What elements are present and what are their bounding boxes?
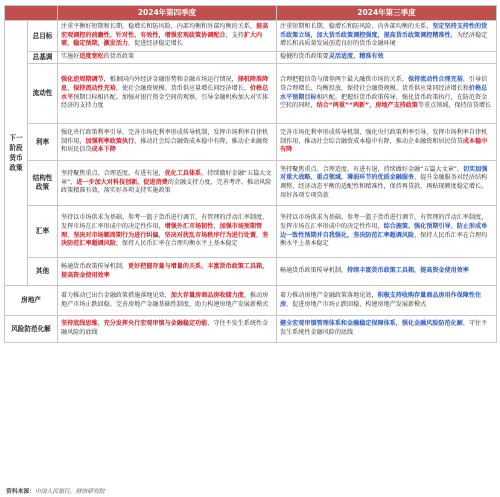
q3-cell: [277, 21, 497, 52]
category-label: 结构性政策: [28, 161, 58, 206]
highlight-text: 强化逆周期调节: [61, 76, 104, 84]
highlight-text: 适度宽松: [79, 53, 104, 61]
highlight-text: 坚决对市场顺周期行为进行纠偏: [73, 231, 159, 239]
highlight-text: 价格总水平: [61, 84, 269, 101]
body-text: ，提升金融服务对经济结构调整、经济动态平衡的适配性和精准性，保持再贷款、再贴现额度稳定增长，用好各项专项贷款: [280, 174, 488, 199]
body-text: ，守住不发生系统性金融风险的底线: [280, 320, 488, 336]
body-text: 完善市场化利率形成传导机制，强化央行政策利率引导，发挥市场利率自律机制作用，推动社会综合融资成本稳中有降，推动企业融资和居民信贷: [280, 129, 488, 145]
body-text: ，保持人民币汇率在合理均衡水平上基本稳定: [115, 240, 238, 248]
q4-cell: [58, 52, 277, 64]
header-q3: 2024年第三季度: [277, 6, 497, 21]
highlight-text: 加大存量房商品房收储力度: [170, 291, 244, 299]
category-label: 房地产: [5, 286, 58, 316]
q3-cell: [277, 258, 497, 286]
table-row: [5, 64, 497, 124]
q3-cell: [277, 316, 497, 343]
highlight-text: 优化工具体系: [164, 170, 202, 178]
q3-cell: [277, 286, 497, 316]
table-row: [5, 52, 497, 64]
q3-cell: [277, 206, 497, 258]
table-row: [5, 161, 497, 206]
highlight-text: 充分发挥央行宏观审慎与金融稳定功能: [103, 320, 208, 328]
highlight-text: 灵活适度、精准有效: [328, 53, 384, 61]
q4-cell: [58, 286, 277, 316]
highlight-text: 成本下降: [91, 146, 116, 154]
body-text: 坚持聚焦重点、合理适度、有进有退，持续做好金融“五篇大文章”，: [280, 165, 464, 173]
highlight-text: 保持流动性合理充裕: [407, 76, 463, 84]
body-text: ，支持: [225, 31, 244, 39]
highlight-text: 加强利率政策执行: [85, 137, 135, 145]
body-text: 相匹配。把握好货币政策传导，强化货币政策执行，在防范资金空转的同时，: [280, 93, 488, 110]
table-row: [5, 286, 497, 316]
highlight-text: 综合施策、强化预期引导、防止形成单边一致性预期并自我强化，坚决防范汇率超调风险: [280, 222, 488, 239]
body-text: ，推动社会综合融资成本稳中有降，推动企业融资和居民信贷: [61, 137, 269, 154]
highlight-text: 价格总水平预期目标: [280, 84, 488, 101]
body-text: 畅通货币政策传导机制，: [61, 262, 129, 270]
header-row: [5, 6, 497, 21]
body-text: ，保持人民币汇率在合理均衡水平上基本稳定: [280, 231, 488, 248]
category-label: 风险防范化解: [5, 316, 58, 343]
q4-cell: [58, 316, 277, 343]
body-text: 等重点领域，保持信贷增长: [417, 102, 492, 110]
body-text: ，守住不发生系统性金融风险的底线: [61, 320, 269, 336]
body-text: ，根据国内外经济金融形势和金融市场运行情况，: [103, 76, 238, 84]
category-label: 总目标: [28, 21, 58, 52]
table-row: [5, 258, 497, 286]
highlight-text: 坚决防范汇率超调风险: [61, 231, 269, 248]
highlight-text: 坚决对扰乱市场秩序行为进行处置: [164, 231, 256, 239]
table-row: [5, 21, 497, 52]
highlight-text: 择机降准降息: [61, 76, 269, 92]
q4-cell: [58, 64, 277, 124]
highlight-text: 提高宏观调控的前瞻性、针对性、有效性，增强宏观政策协调配合: [61, 23, 269, 39]
body-text: 坚持以市场供求为基础、参考一篮子货币进行调节、有管理的浮动汇率制度，发挥市场在汇率形成中的决定性作用，: [61, 214, 269, 230]
body-text: 实施好: [61, 53, 80, 61]
category-label: 其他: [28, 258, 58, 286]
body-text: ，使社会融资规模、货币供应量增长同经济增长、: [115, 84, 250, 92]
body-text: ，: [67, 84, 74, 92]
highlight-text: 成本稳中有降: [280, 137, 488, 154]
highlight-text: 健全宏观审慎管理体系和金融稳定保障体系，强化金融风险防范化解: [280, 320, 463, 328]
body-text: 着力推动房地产金融政策落地见效，: [280, 291, 378, 299]
highlight-text: 更好把握存量与增量的关系，丰富货币政策工具箱，提高资金使用效率: [61, 262, 269, 279]
body-text: 着力推动已出台金融政策措施落地见效，: [61, 291, 171, 299]
source-label: 资料来源：: [6, 489, 35, 495]
body-text: 的货币政策: [103, 53, 135, 61]
q3-cell: [277, 64, 497, 124]
highlight-text: 结合“两重”“两新”，房地产支持政策: [316, 102, 418, 110]
q4-cell: [58, 258, 277, 286]
body-text: 稳健的货币政策要: [280, 53, 329, 61]
highlight-text: 扩大内需，稳定预期，激发活力: [61, 31, 263, 48]
body-text: ，: [158, 231, 165, 239]
header-q4: 2024年第四季度: [58, 6, 277, 21]
body-text: 注重短期和长期、稳增长和防风险、内外部均衡的关系，: [280, 23, 433, 31]
q4-cell: [58, 21, 277, 52]
body-text: ，: [67, 231, 74, 239]
body-text: ，持续做好金融“五篇大文章”，: [61, 170, 272, 186]
q4-cell: [58, 161, 277, 206]
q3-cell: [277, 52, 497, 64]
category-label: 利率: [28, 124, 58, 161]
highlight-text: 积极支持收购存量商品房用作保障性住房: [280, 291, 482, 308]
table-body: [5, 21, 497, 343]
category-label: 流动性: [28, 64, 58, 124]
category-label: 汇率: [28, 206, 58, 258]
body-text: 坚持以市场供求为基础、参考一篮子货币进行调节、有管理的浮动汇率制度，发挥市场在汇率形成中的决定性作用，: [280, 214, 488, 230]
body-text: 合理把握信贷与债券两个最大融资市场的关系，: [280, 76, 408, 84]
group-label: 下一阶段货币政策: [5, 21, 28, 286]
highlight-text: 坚定坚持支持性的货币政策立场，加大货币政策调控强度，提高货币政策调控精准性: [280, 23, 488, 39]
body-text: ，引导信贷合理增长、均衡投放，保持社会融资规模、货币供应量同经济增长和: [280, 76, 488, 92]
comparison-table: [4, 5, 497, 343]
body-text: 坚持聚焦重点、合理适度、有进有退，: [61, 170, 165, 178]
highlight-text: 加强市场预期管理: [61, 222, 263, 239]
q4-cell: [58, 124, 277, 161]
body-text: 的金融支持力度，完善考评、推动风险政策精准有效，落实好各项支持实施政策: [61, 178, 272, 195]
q3-cell: [277, 124, 497, 161]
body-text: 注重平衡好短期和长期、稳增长和防风险、内部均衡和外部均衡的关系，: [61, 23, 256, 31]
source-note: [6, 486, 105, 495]
table-row: [5, 316, 497, 343]
body-text: ，为经济稳定增长和高质量发展创造良好的货币金融环境: [280, 31, 488, 48]
table-row: [5, 206, 497, 258]
category-label: 总基调: [28, 52, 58, 64]
body-text: ，: [256, 231, 263, 239]
body-text: ，推动房地产市场止跌回稳。完善房地产金融基础性制度，助力构建房地产发展新模式: [61, 291, 269, 308]
body-text: 畅通货币政策传导机制，: [280, 267, 348, 275]
body-text: ，: [97, 320, 104, 328]
body-text: 强化央行政策利率引导，完善市场化利率形成传导机制，发挥市场利率自律机制作用，: [61, 129, 269, 145]
highlight-text: 坚持底线思维: [61, 320, 98, 328]
body-text: ，促进房地产市场止跌回稳，构建房地产发展新模式: [286, 300, 427, 308]
body-text: ，: [213, 222, 220, 230]
body-text: 预期目标相匹配。加强对银行资金空间的观察，引导金融机构加大对实体经济的支持力度: [61, 93, 269, 110]
table-row: [5, 124, 497, 161]
highlight-text: 进一步加大对科技创新、促进消费: [76, 178, 168, 186]
header-blank: [5, 6, 58, 21]
q3-cell: [277, 161, 497, 206]
highlight-text: 增强外汇市场韧性: [164, 222, 214, 230]
body-text: ，促进经济稳定增长: [128, 40, 183, 48]
highlight-text: 持续丰富货币政策工具箱，提高资金使用效率: [347, 267, 469, 275]
highlight-text: 保持流动性充裕: [73, 84, 116, 92]
highlight-text: 切实加强对重大战略、重点领域、薄弱环节的优质金融服务: [280, 165, 488, 182]
source-text: 中国人民银行，财信研究院: [35, 489, 105, 495]
q4-cell: [58, 206, 277, 258]
